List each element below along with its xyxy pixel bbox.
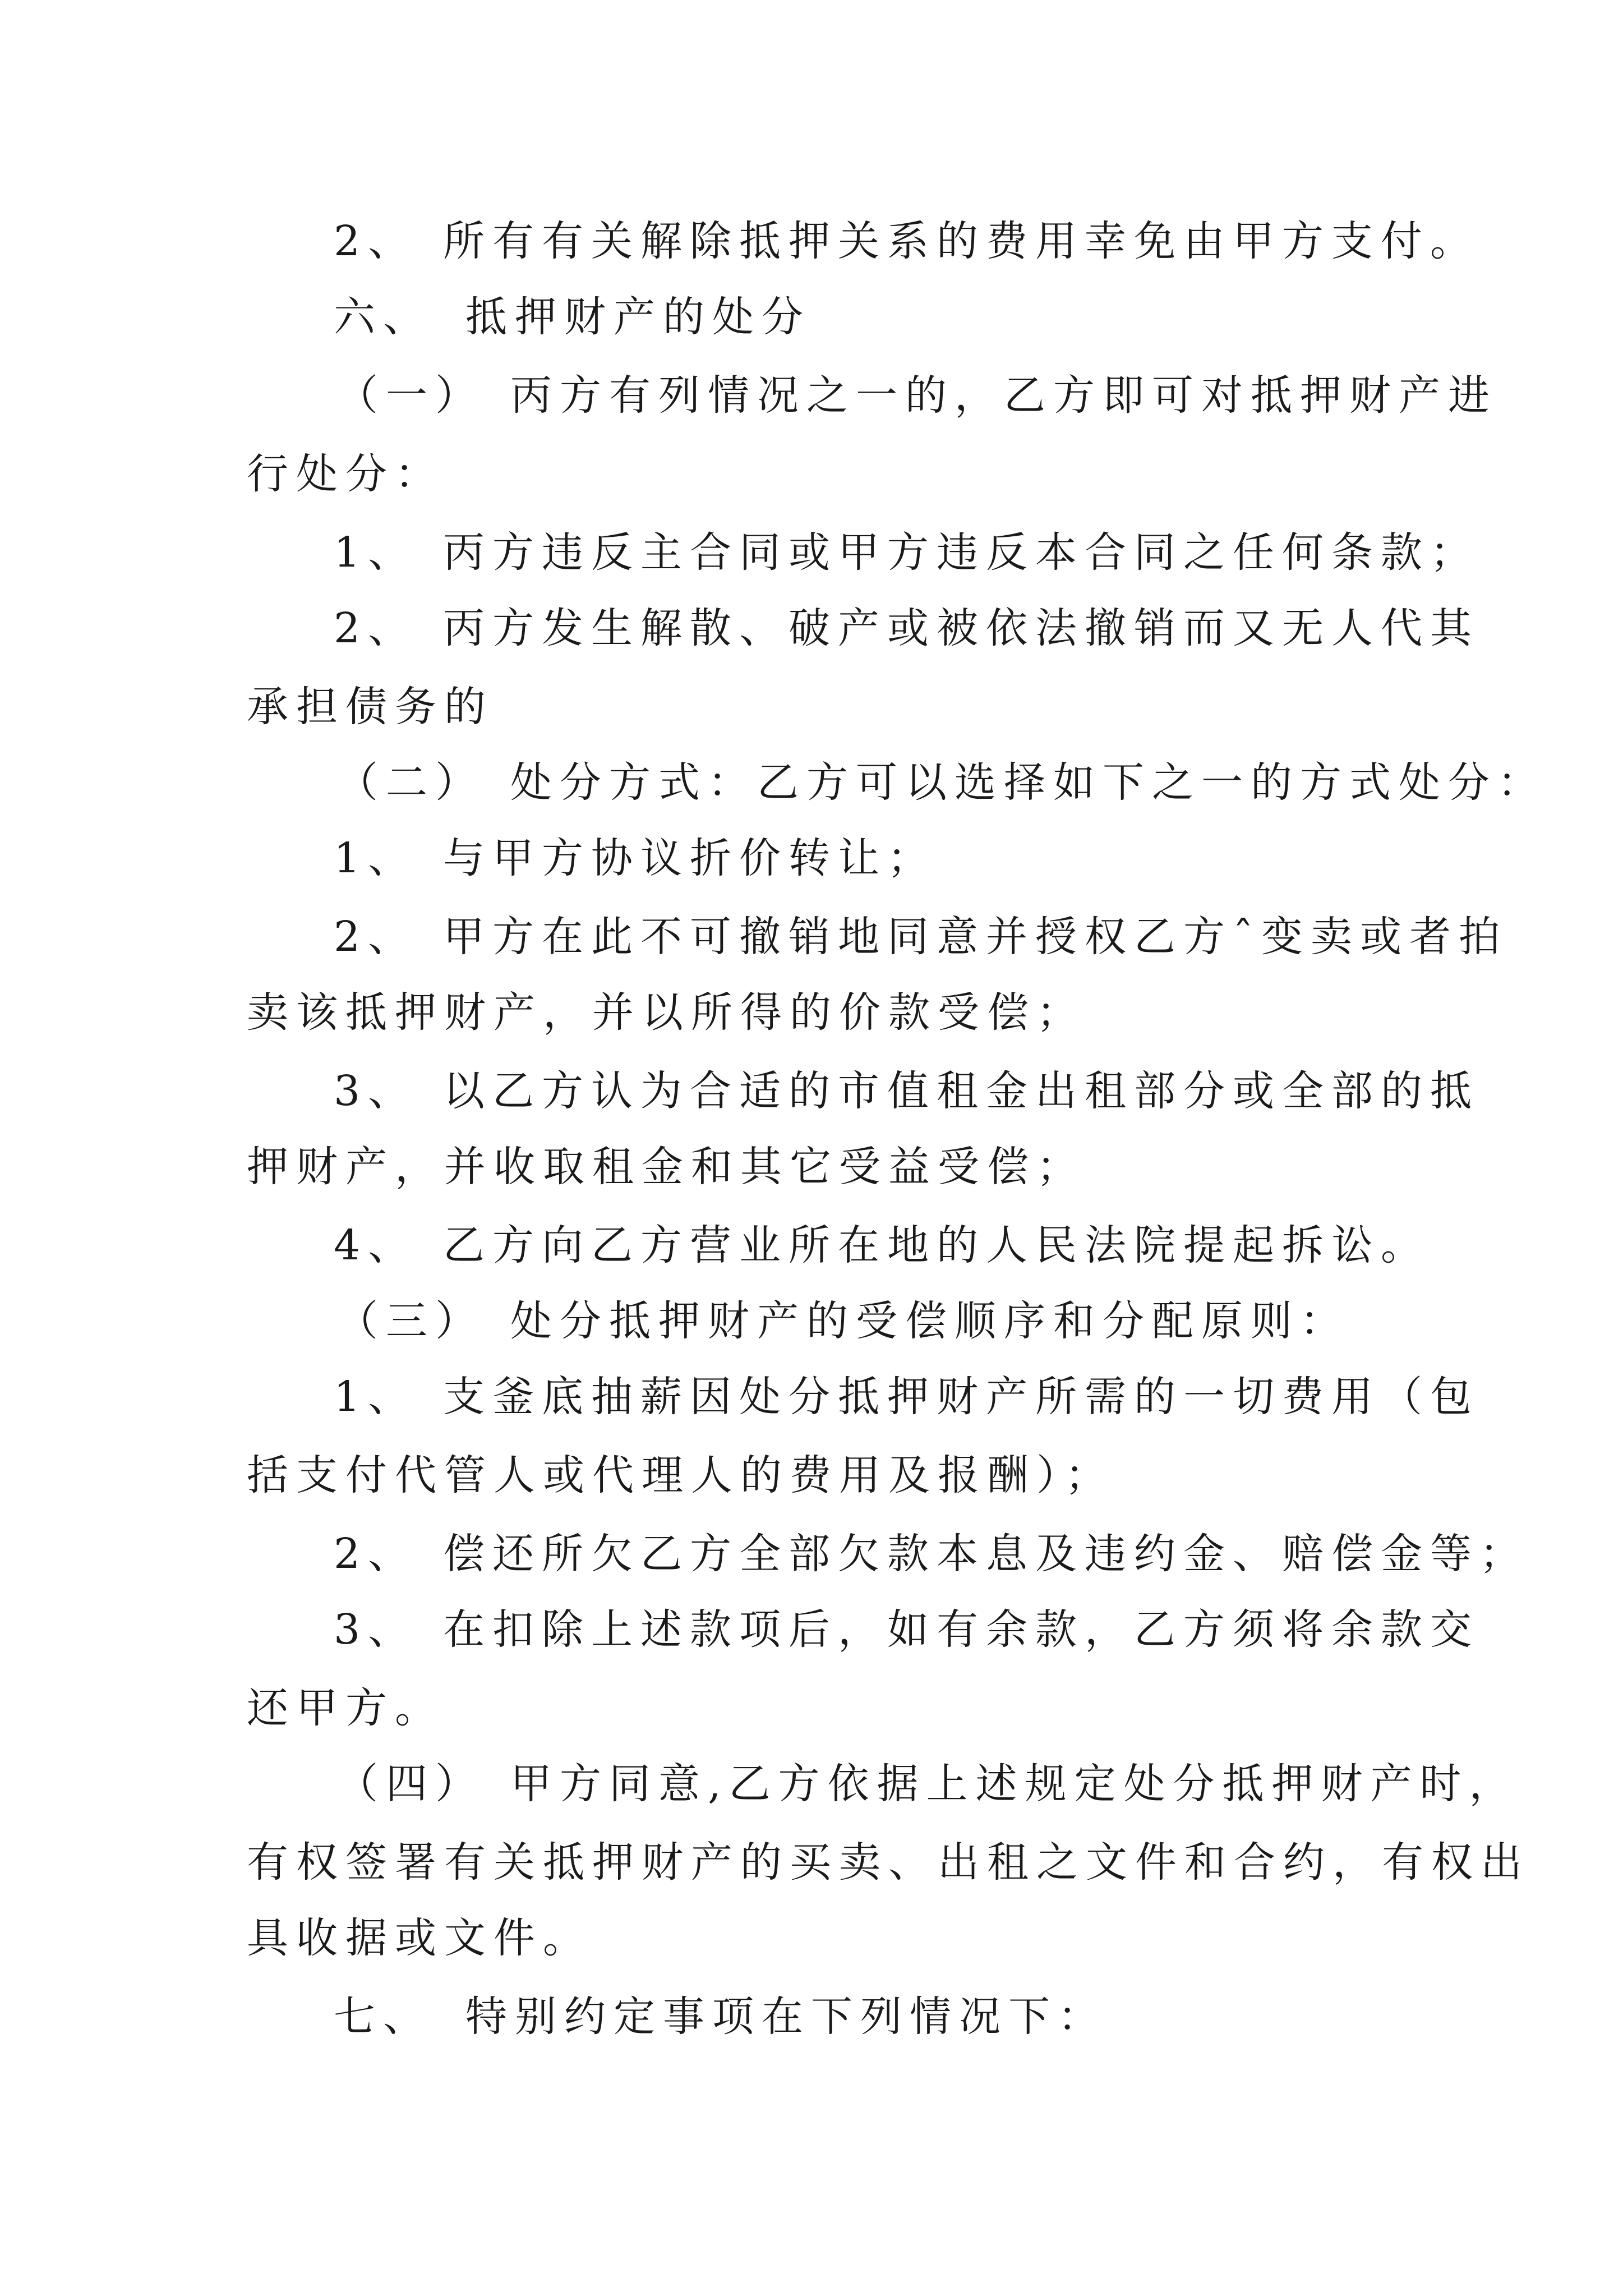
subsection-number: （四） bbox=[336, 1760, 485, 1808]
clause-text: 在扣除上述款项后，如有余款，乙方须将余款交 bbox=[443, 1605, 1479, 1654]
subsection-line bbox=[0, 1287, 1623, 1355]
clause-number: 2、 bbox=[334, 913, 418, 961]
subsection-text: 处分方式：乙方可以选择如下之一的方式处分： bbox=[510, 758, 1547, 807]
clause-line bbox=[0, 1212, 1623, 1279]
clause-text: 支釜底抽薪因处分抵押财产所需的一切费用（包 bbox=[443, 1373, 1479, 1421]
clause-number: 1、 bbox=[334, 1373, 418, 1421]
section-number: 七、 bbox=[334, 1993, 432, 2041]
clause-number: 2、 bbox=[334, 604, 418, 652]
clause-line bbox=[0, 595, 1623, 662]
continuation-line bbox=[0, 1442, 1623, 1509]
subsection-text: 处分抵押财产的受偿顺序和分配原则： bbox=[510, 1297, 1349, 1345]
continuation-text: 卖该抵押财产，并以所得的价款受偿； bbox=[247, 988, 1086, 1037]
subsection-text: 甲方同意,乙方依据上述规定处分抵押财产时， bbox=[510, 1760, 1519, 1808]
continuation-line bbox=[0, 1133, 1623, 1200]
continuation-text: 承担债务的 bbox=[247, 683, 494, 731]
subsection-line bbox=[0, 362, 1623, 429]
clause-number: 2、 bbox=[334, 217, 418, 265]
clause-text: 与甲方协议折价转让； bbox=[443, 834, 937, 882]
subsection-number: （二） bbox=[336, 758, 485, 807]
clause-text: 丙方发生解散、破产或被依法撤销而又无人代其 bbox=[443, 604, 1479, 652]
subsection-line bbox=[0, 749, 1623, 816]
clause-number: 4、 bbox=[334, 1221, 418, 1269]
section-heading bbox=[0, 283, 1623, 351]
section-title: 抵押财产的处分 bbox=[465, 293, 811, 341]
continuation-text: 具收据或文件。 bbox=[247, 1914, 592, 1962]
subsection-number: （一） bbox=[336, 371, 485, 420]
continuation-line bbox=[0, 1904, 1623, 1972]
clause-line bbox=[0, 519, 1623, 586]
continuation-text: 行处分： bbox=[247, 450, 444, 498]
continuation-text: 有权签署有关抵押财产的买卖、出租之文件和合约，有权出 bbox=[247, 1838, 1530, 1887]
clause-line bbox=[0, 903, 1623, 970]
section-heading bbox=[0, 1983, 1623, 2050]
clause-number: 3、 bbox=[334, 1067, 418, 1115]
continuation-text: 括支付代管人或代理人的费用及报酬）； bbox=[247, 1451, 1114, 1499]
clause-text: 丙方违反主合同或甲方违反本合同之任何条款； bbox=[443, 528, 1479, 577]
clause-line bbox=[0, 1596, 1623, 1663]
clause-line bbox=[0, 208, 1623, 275]
continuation-line bbox=[0, 440, 1623, 508]
clause-number: 2、 bbox=[334, 1530, 418, 1578]
subsection-line bbox=[0, 1750, 1623, 1818]
clause-text: 所有有关解除抵押关系的费用幸免由甲方支付。 bbox=[443, 217, 1479, 265]
continuation-text: 押财产，并收取租金和其它受益受偿； bbox=[247, 1143, 1086, 1191]
clause-text: 偿还所欠乙方全部欠款本息及违约金、赔偿金等； bbox=[443, 1530, 1529, 1578]
clause-text: 以乙方认为合适的市值租金出租部分或全部的抵 bbox=[443, 1067, 1479, 1115]
clause-line bbox=[0, 1520, 1623, 1588]
clause-number: 1、 bbox=[334, 834, 418, 882]
continuation-text: 还甲方。 bbox=[247, 1684, 444, 1732]
section-title: 特别约定事项在下列情况下： bbox=[465, 1993, 1107, 2041]
clause-line bbox=[0, 1057, 1623, 1125]
continuation-line bbox=[0, 1674, 1623, 1742]
clause-line bbox=[0, 825, 1623, 892]
clause-number: 3、 bbox=[334, 1605, 418, 1654]
subsection-text: 丙方有列情况之一的，乙方即可对抵押财产进 bbox=[510, 371, 1497, 420]
continuation-line bbox=[0, 979, 1623, 1046]
section-number: 六、 bbox=[334, 293, 432, 341]
clause-line bbox=[0, 1363, 1623, 1430]
subsection-number: （三） bbox=[336, 1297, 485, 1345]
clause-number: 1、 bbox=[334, 528, 418, 577]
clause-text: 甲方在此不可撤销地同意并授权乙方ˆ变卖或者拍 bbox=[443, 913, 1508, 961]
continuation-line bbox=[0, 1829, 1623, 1896]
continuation-line bbox=[0, 673, 1623, 740]
clause-text: 乙方向乙方营业所在地的人民法院提起拆讼。 bbox=[443, 1221, 1430, 1269]
